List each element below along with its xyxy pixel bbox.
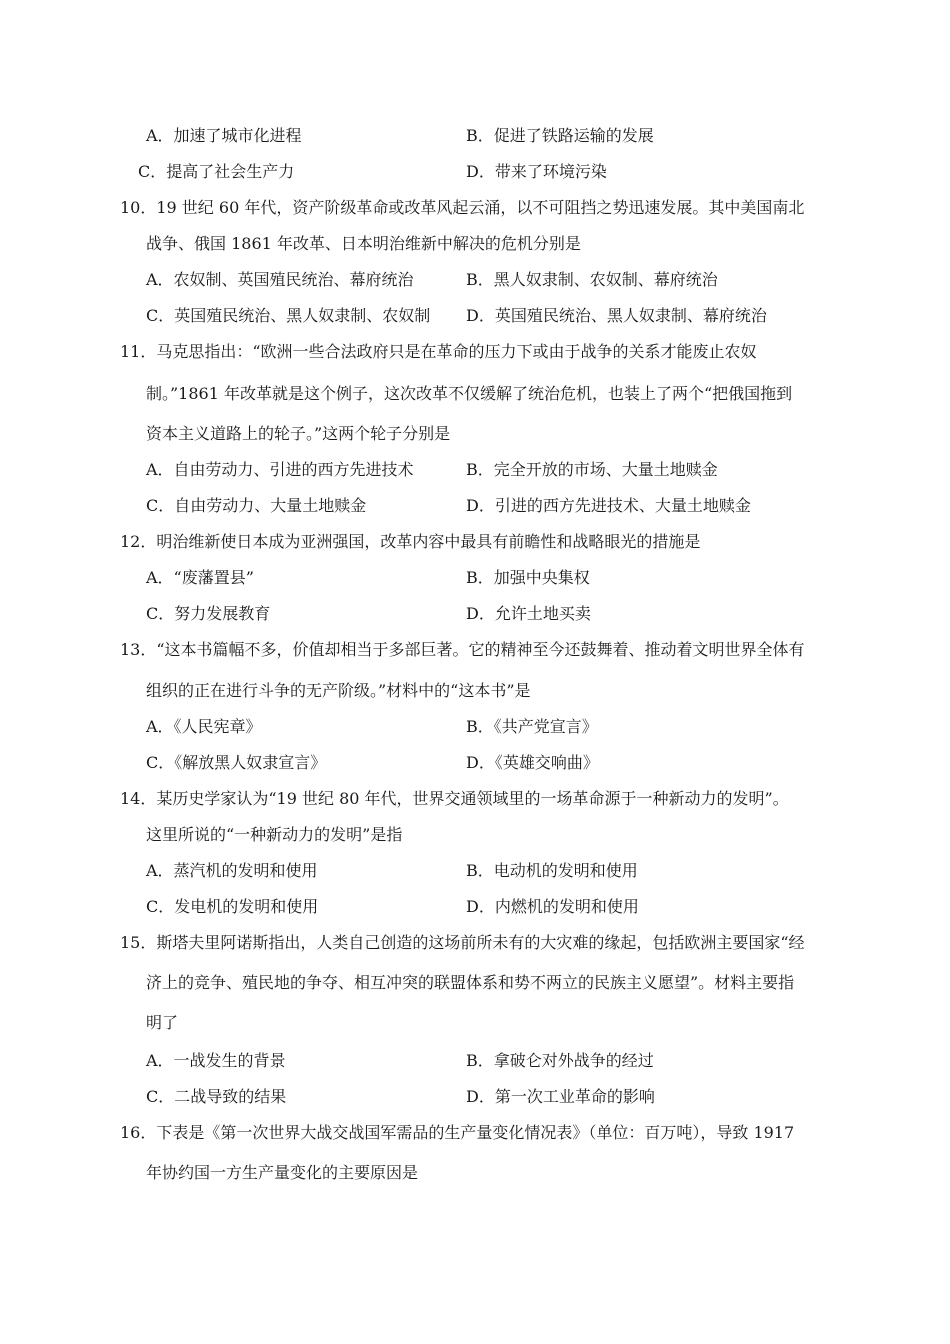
- q15-option-a: A．一战发生的背景: [146, 1051, 286, 1070]
- q15-stem-line-2: 济上的竞争、殖民地的争夺、相互冲突的联盟体系和势不两立的民族主义愿望”。材料主要指: [146, 973, 795, 992]
- q13-stem-line-1: 13．“这本书篇幅不多，价值却相当于多部巨著。它的精神至今还鼓舞着、推动着文明世界全体有: [120, 640, 805, 659]
- q14-option-c: C．发电机的发明和使用: [146, 897, 319, 916]
- q14-option-a: A．蒸汽机的发明和使用: [146, 861, 318, 880]
- q9-option-a: A．加速了城市化进程: [146, 126, 302, 145]
- q13-option-c: C．《解放黑人奴隶宣言》: [146, 753, 327, 772]
- q16-stem-line-2: 年协约国一方生产量变化的主要原因是: [146, 1163, 419, 1182]
- q12-option-d: D．允许土地买卖: [466, 604, 591, 623]
- q11-option-c: C．自由劳动力、大量土地赎金: [146, 496, 367, 515]
- q11-stem-line-3: 资本主义道路上的轮子。”这两个轮子分别是: [146, 424, 451, 443]
- q11-option-d: D．引进的西方先进技术、大量土地赎金: [466, 496, 751, 515]
- q15-option-d: D．第一次工业革命的影响: [466, 1087, 655, 1106]
- q10-option-b: B．黑人奴隶制、农奴制、幕府统治: [466, 270, 718, 289]
- q14-option-d: D．内燃机的发明和使用: [466, 897, 639, 916]
- q14-stem-line-1: 14．某历史学家认为“19 世纪 80 年代，世界交通领域里的一场革命源于一种新动力的发明”。: [120, 789, 789, 808]
- q11-stem-line-1: 11．马克思指出：“欧洲一些合法政府只是在革命的压力下或由于战争的关系才能废止农奴: [120, 342, 757, 361]
- q9-option-b: B．促进了铁路运输的发展: [466, 126, 654, 145]
- q10-stem-line-1: 10．19 世纪 60 年代，资产阶级革命或改革风起云涌，以不可阻挡之势迅速发展。其中美国南北: [120, 198, 805, 217]
- q10-option-c: C．英国殖民统治、黑人奴隶制、农奴制: [146, 306, 431, 325]
- q16-stem-line-1: 16．下表是《第一次世界大战交战国军需品的生产量变化情况表》（单位：百万吨），导致 1917: [120, 1123, 795, 1142]
- q12-option-a: A．“废藩置县”: [146, 568, 254, 587]
- q11-option-b: B．完全开放的市场、大量土地赎金: [466, 460, 718, 479]
- q9-option-c: C．提高了社会生产力: [138, 162, 295, 181]
- q15-stem-line-3: 明了: [146, 1013, 179, 1032]
- q14-stem-line-2: 这里所说的“一种新动力的发明”是指: [146, 825, 403, 844]
- q15-option-c: C．二战导致的结果: [146, 1087, 287, 1106]
- q15-option-b: B．拿破仑对外战争的经过: [466, 1051, 654, 1070]
- q10-stem-line-2: 战争、俄国 1861 年改革、日本明治维新中解决的危机分别是: [146, 234, 581, 253]
- q14-option-b: B．电动机的发明和使用: [466, 861, 638, 880]
- q13-option-d: D．《英雄交响曲》: [466, 753, 599, 772]
- q9-option-d: D．带来了环境污染: [466, 162, 607, 181]
- q11-stem-line-2: 制。”1861 年改革就是这个例子，这次改革不仅缓解了统治危机，也装上了两个“把俄国拖到: [146, 384, 793, 403]
- q12-stem-line-1: 12．明治维新使日本成为亚洲强国，改革内容中最具有前瞻性和战略眼光的措施是: [120, 532, 701, 551]
- q13-stem-line-2: 组织的正在进行斗争的无产阶级。”材料中的“这本书”是: [146, 681, 531, 700]
- q13-option-b: B．《共产党宣言》: [466, 717, 598, 736]
- q12-option-c: C．努力发展教育: [146, 604, 271, 623]
- q15-stem-line-1: 15．斯塔夫里阿诺斯指出，人类自己创造的这场前所未有的大灾难的缘起，包括欧洲主要国家“经: [120, 933, 805, 952]
- q10-option-a: A．农奴制、英国殖民统治、幕府统治: [146, 270, 414, 289]
- q13-option-a: A．《人民宪章》: [146, 717, 262, 736]
- q12-option-b: B．加强中央集权: [466, 568, 590, 587]
- q10-option-d: D．英国殖民统治、黑人奴隶制、幕府统治: [466, 306, 767, 325]
- q11-option-a: A．自由劳动力、引进的西方先进技术: [146, 460, 414, 479]
